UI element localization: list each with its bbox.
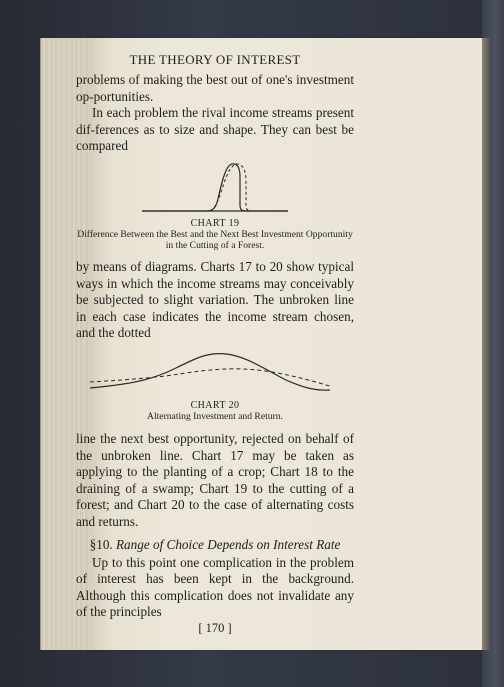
chart-19-chosen-line: [142, 164, 288, 211]
page-content: [76, 52, 354, 636]
chart-20-chosen-line: [90, 354, 330, 391]
chart-19-caption-line-1: Difference Between the Best and the Next Best Investment Opportunity: [77, 228, 353, 240]
section-number: §10.: [89, 536, 113, 552]
paragraph-5: Up to this point one complication in the problem of interest has been kept in the background. Although this complication does not invalidate any of the principles: [76, 554, 354, 620]
paragraph-1: problems of making the best out of one's investment op-portunities.: [76, 72, 354, 104]
chart-20-figure: [76, 344, 354, 396]
section-heading: [76, 537, 354, 553]
chart-19-figure: [76, 161, 354, 215]
paragraph-3: by means of diagrams. Charts 17 to 20 show typical ways in which the income streams may conceivably be subjected to slight variation. The unbroken line in each case indicates the income stream chosen, and the dotted: [76, 258, 354, 341]
chart-19: [76, 161, 354, 215]
paragraph-2: In each problem the rival income streams present dif-ferences as to size and shape. They can best be compared: [76, 105, 354, 154]
chart-20-caption: Alternating Investment and Return.: [147, 410, 283, 422]
chart-20-label: CHART 20: [190, 399, 240, 411]
section-title: Range of Choice Depends on Interest Rate: [116, 536, 341, 552]
paragraph-4: line the next best opportunity, rejected on behalf of the unbroken line. Chart 17 may be taken as applying to the planting of a crop; Chart 18 to the draining of a swamp; Chart 19 to the cutting of a forest; and Chart 20 to the case of alternating costs and returns.: [76, 430, 354, 529]
page-number: [ 170 ]: [198, 620, 232, 635]
chart-19-label: CHART 19: [190, 217, 240, 229]
page-gutter-shadow: [482, 38, 490, 650]
chart-20: [76, 344, 354, 396]
chart-19-caption-line-2: in the Cutting of a Forest.: [165, 239, 265, 251]
running-head: THE THEORY OF INTEREST: [129, 52, 301, 67]
